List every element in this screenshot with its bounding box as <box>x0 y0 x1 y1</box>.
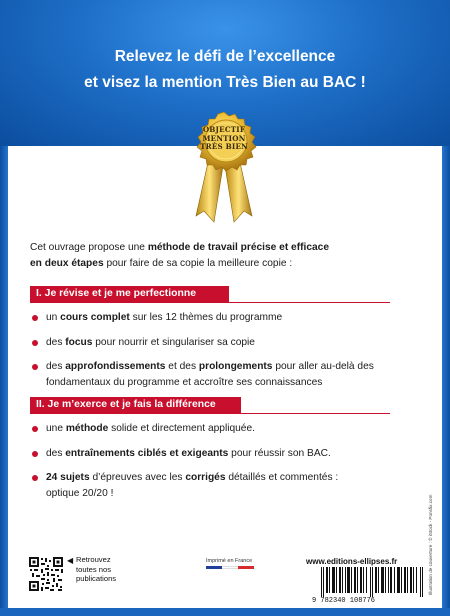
list-item <box>30 335 425 351</box>
item-emphasis: approfondissements <box>65 361 166 372</box>
right-border <box>442 146 450 616</box>
section-1-divider <box>30 302 390 303</box>
medal-label-line-3: TRÈS BIEN <box>200 142 248 152</box>
item-text: et des <box>165 361 199 372</box>
section-2-title: II. Je m’exerce et je fais la différence <box>30 397 241 413</box>
item-emphasis: focus <box>65 336 93 348</box>
bullet-icon <box>32 315 38 321</box>
item-text: pour réussir son BAC. <box>228 447 331 459</box>
isbn-digits: 9 782340 108776 <box>312 597 376 605</box>
bullet-icon <box>32 364 38 370</box>
item-emphasis: entraînements ciblés et exigeants <box>65 447 229 459</box>
intro-emphasis: méthode de travail précise et efficace <box>147 242 330 253</box>
item-emphasis: 24 sujets <box>46 472 90 483</box>
bullet-icon <box>32 426 38 432</box>
item-text: optique 20/20 ! <box>46 487 114 499</box>
item-text: pour aller au-delà des <box>272 361 374 372</box>
qr-code-icon[interactable] <box>28 556 64 592</box>
bullet-icon <box>32 340 38 346</box>
item-text: fondamentaux du programme et accroître ses connaissances <box>46 376 323 388</box>
item-text: d’épreuves avec les <box>89 472 186 483</box>
item-emphasis: méthode <box>65 423 109 434</box>
barcode-icon <box>320 567 424 597</box>
bottom-border <box>0 608 450 616</box>
section-1-list <box>30 310 425 399</box>
headline-line-2: et visez la mention Très Bien au BAC ! <box>84 74 366 91</box>
list-item <box>30 359 425 390</box>
item-text: un <box>46 312 61 323</box>
item-text: détaillés et commentés : <box>225 472 339 483</box>
medal-label <box>176 126 272 152</box>
medal-label-line-2: MENTION <box>202 133 246 143</box>
item-text: solide et directement appliquée. <box>108 423 255 434</box>
retrouvez-line-3: publications <box>76 574 117 584</box>
item-emphasis: prolongements <box>198 361 273 372</box>
item-text: sur les 12 thèmes du programme <box>129 312 283 323</box>
section-2-list <box>30 421 425 510</box>
headline <box>0 44 450 96</box>
arrow-left-icon: ◀ <box>67 556 74 565</box>
item-text: des <box>46 447 66 459</box>
item-text: des <box>46 361 66 372</box>
item-text: une <box>46 423 66 434</box>
list-item <box>30 446 425 462</box>
printed-in-france-label: Imprimé en France <box>206 558 253 564</box>
list-item <box>30 470 425 501</box>
section-2-divider <box>30 413 390 414</box>
bullet-icon <box>32 475 38 481</box>
list-item <box>30 421 425 437</box>
french-flag-icon <box>206 566 254 569</box>
intro-text: Cet ouvrage propose une <box>30 242 148 253</box>
bullet-icon <box>32 451 38 457</box>
section-1-title: I. Je révise et je me perfectionne <box>30 286 229 302</box>
illustration-credit: Illustration de couverture : © iStock - Ponsfix.com <box>428 494 433 595</box>
publisher-website-link[interactable]: www.editions-ellipses.fr <box>306 557 398 566</box>
retrouvez-line-2: toutes nos <box>76 564 112 574</box>
medal-label-line-1: OBJECTIF <box>202 125 246 134</box>
item-text: des <box>46 336 66 348</box>
item-text: pour nourrir et singulariser sa copie <box>92 336 255 348</box>
gold-medal-rosette-icon <box>176 110 272 230</box>
headline-line-1: Relevez le défi de l’excellence <box>114 48 336 65</box>
intro-paragraph <box>30 240 425 271</box>
retrouvez-line-1: Retrouvez <box>76 555 111 564</box>
intro-emphasis: en deux étapes <box>30 257 104 269</box>
item-emphasis: corrigés <box>185 472 226 483</box>
intro-text: pour faire de sa copie la meilleure copie : <box>103 257 293 269</box>
item-emphasis: cours complet <box>60 312 130 323</box>
left-border <box>0 146 8 616</box>
list-item <box>30 310 425 326</box>
